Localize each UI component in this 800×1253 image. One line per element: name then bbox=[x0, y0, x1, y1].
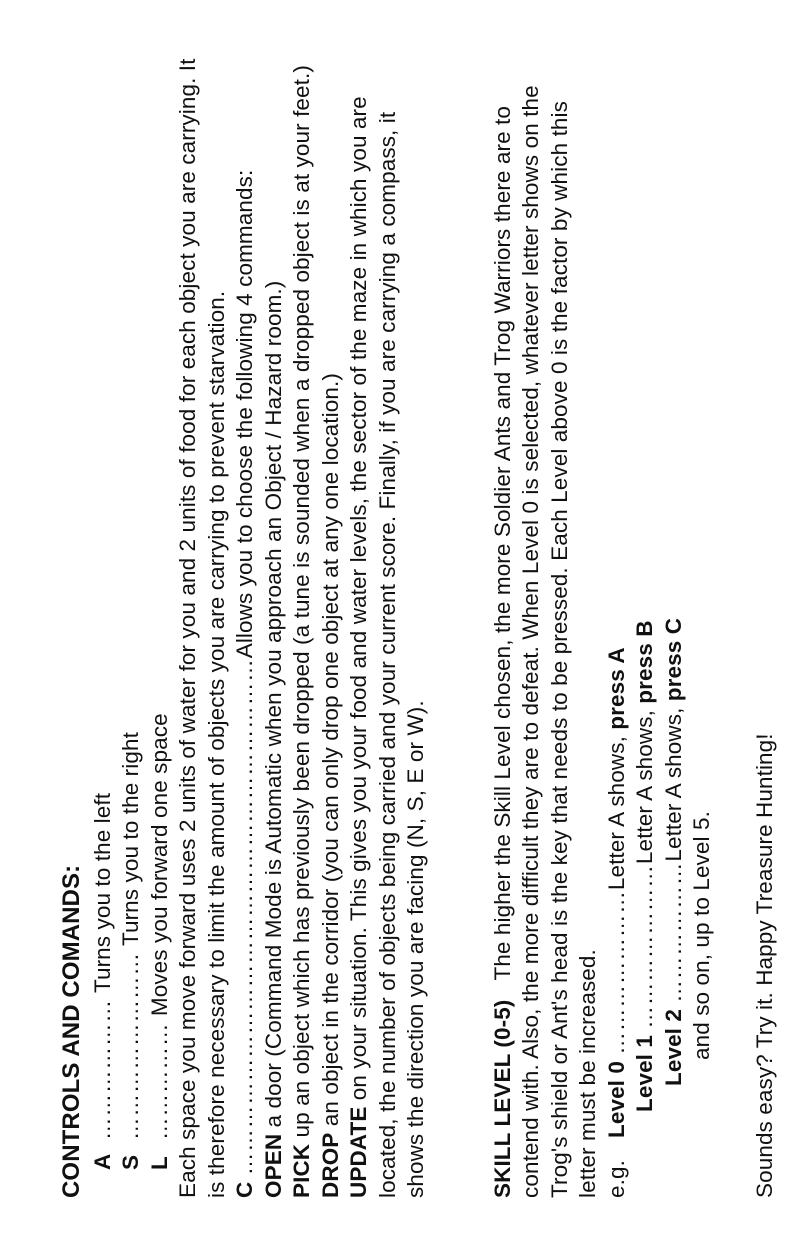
controls-heading: CONTROLS AND COMANDS: bbox=[58, 864, 85, 1198]
closing-line: Sounds easy? Try it. Happy Treasure Hunting! bbox=[751, 733, 777, 1198]
level-press: press A bbox=[603, 647, 629, 730]
level-press: press B bbox=[632, 620, 657, 704]
level-name: Level 2 bbox=[660, 1009, 686, 1086]
example-label: e.g. bbox=[603, 1160, 629, 1198]
leader-dots: ………………………………………………………… bbox=[232, 658, 257, 1176]
command-word: UPDATE bbox=[346, 1106, 371, 1198]
level-shows: Letter A shows, bbox=[660, 707, 686, 862]
command-description: Allows you to choose the following 4 commands: bbox=[232, 169, 257, 659]
command-text: up an object which has previously been dropped (a tune is sounded when a dropped object is at your feet.) bbox=[289, 65, 314, 1144]
command-description: Moves you forward one space bbox=[146, 713, 172, 1017]
level-shows: Letter A shows, bbox=[632, 710, 657, 865]
command-key: L bbox=[146, 1156, 172, 1170]
skill-heading: SKILL LEVEL (0-5) bbox=[489, 999, 515, 1198]
command-row-c bbox=[231, 48, 260, 1198]
section-gap bbox=[431, 48, 489, 1198]
and-so-on-line: and so on, up to Level 5. bbox=[689, 811, 714, 1060]
level-row-2 bbox=[660, 48, 689, 1198]
instructions-content bbox=[58, 48, 779, 1198]
command-key: C bbox=[232, 1181, 257, 1198]
drop-command bbox=[317, 48, 346, 1198]
level-name: Level 0 bbox=[603, 1061, 629, 1138]
leader-dots: ………………… bbox=[603, 890, 629, 1055]
level-shows: Letter A shows, bbox=[603, 736, 629, 891]
command-row-a bbox=[89, 48, 118, 1170]
pick-command bbox=[288, 48, 317, 1198]
leader-dots: ………………… bbox=[632, 864, 657, 1029]
food-water-paragraph: Each space you move forward uses 2 units of water for you and 2 units of food for each object you are carrying. It is therefore necessary to limit the amount of objects you are carrying to prevent starvation. bbox=[175, 58, 229, 1198]
command-key: S bbox=[118, 1154, 143, 1170]
leader-dots: ……………… bbox=[660, 861, 686, 1003]
command-text: an object in the corridor (you can only drop one object at any one location.) bbox=[317, 373, 343, 1133]
leader-dots: ……………… bbox=[89, 999, 115, 1140]
skill-text: The higher the Skill Level chosen, the more Soldier Ants and Trog Warriors there are to contend with. Also, the more difficult they are to defeat. When Level 0 is selected, whatever letter shows on the Trog's shield or Ant's head is the key that needs to be pressed. Each Level above 0 is the factor by which this letter must be increased. bbox=[489, 85, 600, 1198]
level-row-1 bbox=[631, 48, 660, 1198]
level-press: press C bbox=[660, 617, 686, 702]
command-text: on your situation. This gives you your food and water levels, the sector of the maze in which you are located, the number of objects being carried and your current score. Finally, if you are carrying a compass, it shows the direction you are facing (N, S, E or W). bbox=[346, 96, 428, 1198]
command-word: DROP bbox=[317, 1132, 343, 1198]
skill-level-paragraph bbox=[489, 48, 603, 1198]
level-row-0 bbox=[603, 48, 632, 1198]
command-text: a door (Command Mode is Automatic when you approach an Object / Hazard room.) bbox=[260, 280, 286, 1134]
command-key: A bbox=[89, 1153, 115, 1170]
command-description: Turns you to the left bbox=[89, 792, 115, 994]
update-command bbox=[345, 48, 431, 1198]
command-row-s bbox=[117, 48, 146, 1170]
command-word: PICK bbox=[289, 1143, 314, 1198]
command-description: Turns you to the right bbox=[118, 732, 143, 947]
command-word: OPEN bbox=[260, 1133, 286, 1198]
command-row-l bbox=[146, 48, 175, 1170]
leader-dots: …………… bbox=[146, 1022, 172, 1140]
open-command bbox=[260, 48, 289, 1198]
leader-dots: …………………… bbox=[118, 952, 143, 1140]
level-name: Level 1 bbox=[632, 1035, 657, 1112]
